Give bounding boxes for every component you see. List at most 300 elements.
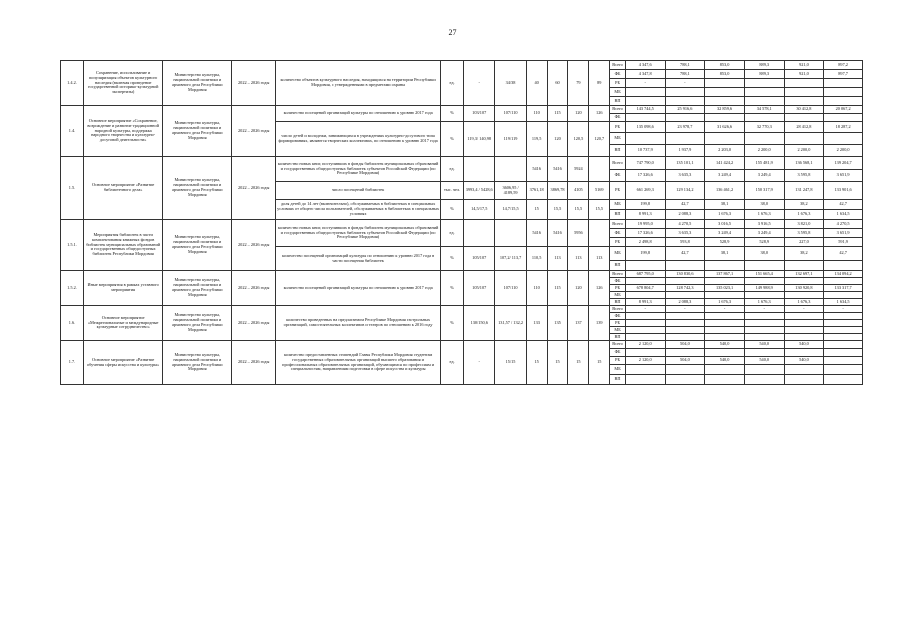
- funding-amount: 38,1: [705, 200, 745, 210]
- funding-amount: 17 326,6: [625, 170, 665, 182]
- item-name: Основное мероприятие «Развитие библиотечного дела»: [83, 157, 162, 220]
- funding-source: ФБ: [610, 278, 626, 285]
- funding-amount: -: [625, 79, 665, 88]
- funding-amount: 591,9: [824, 238, 863, 247]
- funding-amount: [705, 79, 745, 88]
- funding-amount: 3 916,5: [744, 220, 784, 229]
- funding-amount: 540,0: [744, 341, 784, 349]
- funding-amount: 540,0: [784, 341, 824, 349]
- funding-amount: [744, 320, 784, 327]
- funding-amount: 3 249,4: [705, 170, 745, 182]
- indicator-base: -: [464, 341, 495, 385]
- funding-amount: 4 270,5: [824, 220, 863, 229]
- indicator-text: количество объектов культурного наследия, находящихся на территории Республики Мордовия, с утвержденными в предметами охраны: [276, 61, 441, 106]
- funding-amount: 3 249,4: [744, 229, 784, 238]
- funding-source: ВП: [610, 97, 626, 106]
- funding-amount: 34 578,1: [744, 106, 784, 114]
- funding-amount: [824, 357, 863, 365]
- funding-amount: 1 676,3: [705, 299, 745, 306]
- funding-amount: 889,3: [744, 70, 784, 79]
- funding-amount: [665, 292, 705, 299]
- program-table: [60, 60, 863, 385]
- indicator-base: -: [464, 61, 495, 106]
- funding-amount: [665, 334, 705, 341]
- funding-amount: [744, 349, 784, 357]
- table-row: [61, 306, 863, 313]
- funding-amount: [784, 365, 824, 375]
- funding-source: МБ: [610, 365, 626, 375]
- funding-amount: 1 676,3: [784, 299, 824, 306]
- funding-amount: 25 916,6: [665, 106, 705, 114]
- funding-source: Всего: [610, 157, 626, 170]
- indicator-value: 15: [568, 341, 589, 385]
- funding-amount: 38,0: [744, 200, 784, 210]
- item-name: Основное мероприятие «Развитие обучения сферы искусства и культуры»: [83, 341, 162, 385]
- indicator-unit: тыс. чел.: [441, 182, 464, 200]
- table-row: [61, 157, 863, 170]
- funding-amount: [824, 292, 863, 299]
- funding-amount: [824, 341, 863, 349]
- funding-amount: 2 088,3: [665, 299, 705, 306]
- funding-amount: 1 634,5: [824, 299, 863, 306]
- indicator-value: 110,5: [526, 247, 547, 271]
- item-number: 1.4.: [61, 106, 84, 157]
- funding-amount: 1 676,3: [705, 210, 745, 220]
- funding-amount: [784, 133, 824, 145]
- funding-amount: 504,0: [665, 341, 705, 349]
- funding-amount: 8 991,3: [625, 299, 665, 306]
- funding-amount: [625, 97, 665, 106]
- funding-source: ВП: [610, 210, 626, 220]
- indicator-value: [589, 157, 610, 182]
- funding-amount: [625, 365, 665, 375]
- item-number: 1.5.1.: [61, 220, 84, 271]
- funding-amount: 4 347,8: [625, 70, 665, 79]
- funding-amount: 130 920,8: [784, 285, 824, 292]
- indicator-value: 15: [526, 341, 547, 385]
- funding-amount: 1 634,5: [824, 210, 863, 220]
- funding-amount: 3 249,4: [744, 170, 784, 182]
- funding-source: РБ: [610, 79, 626, 88]
- funding-amount: 38,2: [784, 247, 824, 261]
- funding-amount: 528,9: [705, 238, 745, 247]
- indicator-value: 133: [526, 306, 547, 341]
- funding-amount: [665, 313, 705, 320]
- funding-source: МБ: [610, 200, 626, 210]
- funding-amount: 137 867,1: [705, 271, 745, 278]
- table-row: [61, 271, 863, 278]
- indicator-value: 15,5: [589, 200, 610, 220]
- table-row: [61, 220, 863, 229]
- funding-amount: [705, 97, 745, 106]
- indicator-text: количество предоставленных стипендий Главы Республики Мордовия студентам государственных образовательных организаций высшего образования и профессиональных образовательных организаций, обучающимся по профессиям и специальностям, направлениям подготовки в сфере искусства и культуры: [276, 341, 441, 385]
- item-number: 1.5.: [61, 157, 84, 220]
- funding-amount: 2 120,0: [625, 341, 665, 349]
- indicator-value: 79: [568, 61, 589, 106]
- indicator-value: 14,7/15,5: [495, 200, 526, 220]
- funding-amount: 141 424,2: [705, 157, 745, 170]
- funding-source: ВП: [610, 299, 626, 306]
- indicator-value: 115: [547, 271, 568, 306]
- item-period: 2022 – 2026 годы: [232, 61, 276, 106]
- funding-amount: 3 595,8: [784, 229, 824, 238]
- funding-amount: [705, 334, 745, 341]
- indicator-value: 3869,78: [547, 182, 568, 200]
- funding-amount: [665, 320, 705, 327]
- funding-amount: 38,1: [705, 247, 745, 261]
- funding-amount: 2 088,3: [665, 210, 705, 220]
- funding-amount: [784, 278, 824, 285]
- indicator-base: [464, 157, 495, 182]
- funding-amount: 3 249,4: [705, 229, 745, 238]
- indicator-value: 119/119: [495, 122, 526, 157]
- funding-amount: -: [784, 306, 824, 313]
- funding-source: ВП: [610, 334, 626, 341]
- item-executor: Министерство культуры, национальной политики и архивного дела Республики Мордовия: [163, 106, 232, 157]
- indicator-unit: %: [441, 106, 464, 122]
- indicator-text: доля детей до 14 лет (включительно), обслуживаемых в библиотеках в специальных условиях от общего числа пользователей, обслуживаемых в библиотеках в специальных условиях: [276, 200, 441, 220]
- indicator-value: 120,7: [589, 122, 610, 157]
- indicator-value: [589, 220, 610, 247]
- indicator-value: 5924: [568, 157, 589, 182]
- indicator-unit: %: [441, 122, 464, 157]
- funding-amount: [625, 349, 665, 357]
- indicator-value: 5416: [526, 220, 547, 247]
- funding-amount: 2 200,0: [784, 145, 824, 157]
- indicator-value: 5416: [526, 157, 547, 182]
- table-row: [61, 106, 863, 114]
- indicator-value: 15/15: [495, 341, 526, 385]
- funding-amount: 133 317,7: [824, 285, 863, 292]
- indicator-value: 139: [589, 306, 610, 341]
- indicator-base: 119,3/ 140,98: [464, 122, 495, 157]
- indicator-value: 40: [526, 61, 547, 106]
- indicator-value: 89: [589, 61, 610, 106]
- funding-amount: 32 770,3: [744, 122, 784, 133]
- funding-amount: 4 347,6: [625, 61, 665, 70]
- indicator-base: 105/107: [464, 247, 495, 271]
- funding-amount: [744, 97, 784, 106]
- funding-amount: [665, 365, 705, 375]
- indicator-value: 107,2/ 113,7: [495, 247, 526, 271]
- funding-amount: [784, 313, 824, 320]
- funding-amount: [625, 334, 665, 341]
- funding-amount: 132 697,1: [784, 271, 824, 278]
- funding-amount: 853,0: [705, 61, 745, 70]
- funding-amount: [824, 133, 863, 145]
- funding-amount: [784, 327, 824, 334]
- funding-amount: 687 795,0: [625, 271, 665, 278]
- item-number: 1.5.2.: [61, 271, 84, 306]
- indicator-text: количество новых книг, поступивших в фонды библиотек муниципальных образований и государственных общедоступных библиотек субъектов Российской Федерации (по Республике Мордовия): [276, 220, 441, 247]
- indicator-unit: %: [441, 247, 464, 271]
- funding-amount: [784, 334, 824, 341]
- funding-amount: 42,7: [824, 200, 863, 210]
- item-executor: Министерство культуры, национальной политики и архивного дела Республики Мордовия: [163, 220, 232, 271]
- funding-source: Всего: [610, 61, 626, 70]
- funding-amount: 3 635,3: [665, 229, 705, 238]
- funding-amount: [625, 292, 665, 299]
- funding-amount: [744, 327, 784, 334]
- funding-amount: 18 287,2: [824, 122, 863, 133]
- funding-amount: 42,7: [665, 247, 705, 261]
- indicator-value: 110: [526, 271, 547, 306]
- funding-amount: [824, 327, 863, 334]
- funding-amount: [744, 133, 784, 145]
- indicator-unit: %: [441, 306, 464, 341]
- funding-amount: 149 988,9: [744, 285, 784, 292]
- funding-amount: 3 595,8: [784, 170, 824, 182]
- funding-amount: [744, 292, 784, 299]
- funding-amount: [824, 313, 863, 320]
- funding-amount: 528,9: [744, 238, 784, 247]
- funding-source: МБ: [610, 133, 626, 145]
- funding-amount: 133 901,6: [824, 182, 863, 200]
- funding-amount: 42,7: [665, 200, 705, 210]
- indicator-value: 15: [547, 341, 568, 385]
- funding-amount: [824, 97, 863, 106]
- funding-amount: -: [705, 306, 745, 313]
- funding-amount: 199,8: [625, 247, 665, 261]
- funding-amount: 4 270,5: [665, 220, 705, 229]
- funding-amount: 2 200,0: [744, 145, 784, 157]
- funding-amount: [705, 114, 745, 122]
- funding-amount: [625, 375, 665, 385]
- funding-amount: 540,0: [744, 357, 784, 365]
- funding-source: ВП: [610, 145, 626, 157]
- funding-amount: 3 651,9: [824, 170, 863, 182]
- funding-source: Всего: [610, 306, 626, 313]
- funding-amount: [744, 375, 784, 385]
- item-executor: Министерство культуры, национальной политики и архивного дела Республики Мордовия: [163, 271, 232, 306]
- indicator-value: [495, 157, 526, 182]
- funding-amount: [824, 278, 863, 285]
- indicator-base: 14,5/17,5: [464, 200, 495, 220]
- funding-source: ФБ: [610, 70, 626, 79]
- funding-source: РБ: [610, 238, 626, 247]
- funding-amount: [705, 313, 745, 320]
- funding-amount: [625, 133, 665, 145]
- funding-amount: [744, 114, 784, 122]
- funding-source: Всего: [610, 341, 626, 349]
- funding-amount: [784, 320, 824, 327]
- funding-amount: 227,0: [784, 238, 824, 247]
- item-executor: Министерство культуры, национальной политики и архивного дела Республики Мордовия: [163, 341, 232, 385]
- item-number: 1.7.: [61, 341, 84, 385]
- indicator-value: 137: [568, 306, 589, 341]
- indicator-text: количество посещений организаций культуры по отношению к уровню 2017 года в части посещения библиотек: [276, 247, 441, 271]
- funding-amount: [625, 320, 665, 327]
- funding-amount: [744, 334, 784, 341]
- funding-amount: [784, 349, 824, 357]
- funding-amount: [784, 375, 824, 385]
- indicator-unit: ед.: [441, 220, 464, 247]
- indicator-value: 15: [589, 341, 610, 385]
- funding-amount: 10 737,9: [625, 145, 665, 157]
- funding-source: МБ: [610, 327, 626, 334]
- indicator-value: 5416: [547, 220, 568, 247]
- funding-amount: [665, 114, 705, 122]
- funding-amount: [665, 88, 705, 97]
- funding-amount: [824, 375, 863, 385]
- table-row: [61, 341, 863, 349]
- funding-amount: [625, 278, 665, 285]
- funding-amount: [824, 365, 863, 375]
- funding-source: ФБ: [610, 313, 626, 320]
- funding-amount: 747 790,0: [625, 157, 665, 170]
- funding-amount: [824, 114, 863, 122]
- indicator-value: 15,5: [568, 200, 589, 220]
- funding-amount: [705, 88, 745, 97]
- funding-amount: 136 461,2: [705, 182, 745, 200]
- indicator-text: число посещений библиотек: [276, 182, 441, 200]
- funding-amount: 540,0: [705, 357, 745, 365]
- funding-amount: 136 568,1: [784, 157, 824, 170]
- funding-source: ФБ: [610, 229, 626, 238]
- funding-amount: [665, 327, 705, 334]
- indicator-base: 3993,4 / 5428,6: [464, 182, 495, 200]
- indicator-value: 135: [547, 306, 568, 341]
- funding-amount: 921,0: [784, 70, 824, 79]
- funding-amount: 2 498,8: [625, 238, 665, 247]
- funding-amount: 135 023,1: [705, 285, 745, 292]
- funding-amount: [705, 261, 745, 271]
- funding-amount: [665, 375, 705, 385]
- funding-amount: 853,0: [705, 70, 745, 79]
- funding-amount: 2 200,0: [824, 145, 863, 157]
- funding-amount: [625, 261, 665, 271]
- funding-amount: [784, 114, 824, 122]
- funding-amount: [744, 261, 784, 271]
- funding-source: Всего: [610, 271, 626, 278]
- funding-amount: [705, 133, 745, 145]
- indicator-value: 113: [568, 247, 589, 271]
- funding-amount: 131 247,8: [784, 182, 824, 200]
- item-period: 2022 – 2026 годы: [232, 271, 276, 306]
- funding-amount: 2 120,0: [625, 357, 665, 365]
- indicator-text: количество проведенных на предлагаемом Республике Мордовия гастрольных организаций, самостоятельных коллективов и театров по отношению к 2016 году: [276, 306, 441, 341]
- page-number: 27: [448, 28, 457, 37]
- indicator-base: 130/150,6: [464, 306, 495, 341]
- funding-amount: 23 978,7: [665, 122, 705, 133]
- funding-amount: 1 676,3: [744, 299, 784, 306]
- funding-amount: 155 481,9: [744, 157, 784, 170]
- funding-amount: -: [625, 306, 665, 313]
- funding-source: РБ: [610, 357, 626, 365]
- funding-amount: 38,2: [784, 200, 824, 210]
- funding-amount: 3 651,9: [824, 229, 863, 238]
- funding-amount: [824, 334, 863, 341]
- indicator-value: 107/110: [495, 271, 526, 306]
- item-executor: Министерство культуры, национальной политики и архивного дела Республики Мордовия: [163, 61, 232, 106]
- item-period: 2022 – 2026 годы: [232, 220, 276, 271]
- funding-amount: 678 804,7: [625, 285, 665, 292]
- funding-amount: 3 635,3: [665, 170, 705, 182]
- funding-amount: [784, 261, 824, 271]
- indicator-unit: %: [441, 200, 464, 220]
- funding-amount: 129 134,2: [665, 182, 705, 200]
- funding-amount: 128 742,3: [665, 285, 705, 292]
- indicator-value: 113: [547, 247, 568, 271]
- indicator-value: 126: [589, 106, 610, 122]
- funding-amount: 593,8: [665, 238, 705, 247]
- funding-amount: 135 101,1: [665, 157, 705, 170]
- funding-amount: [744, 278, 784, 285]
- funding-amount: -: [824, 306, 863, 313]
- funding-amount: 32 859,6: [705, 106, 745, 114]
- funding-amount: [784, 97, 824, 106]
- funding-amount: [625, 88, 665, 97]
- funding-source: РБ: [610, 122, 626, 133]
- funding-amount: 20 067,2: [824, 106, 863, 114]
- indicator-value: 15: [526, 200, 547, 220]
- indicator-value: 119,5: [526, 122, 547, 157]
- funding-amount: [784, 292, 824, 299]
- funding-amount: 921,0: [784, 61, 824, 70]
- indicator-value: 120,5: [568, 122, 589, 157]
- funding-amount: 42,7: [824, 247, 863, 261]
- funding-amount: [784, 88, 824, 97]
- funding-amount: [744, 79, 784, 88]
- indicator-value: 107/110: [495, 106, 526, 122]
- indicator-text: количество посещений организаций культуры по отношению к уровню 2017 года: [276, 106, 441, 122]
- indicator-base: 105/107: [464, 271, 495, 306]
- funding-amount: [705, 349, 745, 357]
- item-name: Иные мероприятия в рамках уставного мероприятия: [83, 271, 162, 306]
- funding-amount: [705, 375, 745, 385]
- funding-amount: 1 676,3: [744, 210, 784, 220]
- indicator-unit: ед.: [441, 341, 464, 385]
- indicator-value: 4105: [568, 182, 589, 200]
- table-row: [61, 61, 863, 70]
- indicator-value: 110: [526, 106, 547, 122]
- funding-amount: [705, 292, 745, 299]
- indicator-unit: %: [441, 271, 464, 306]
- item-period: 2022 – 2026 годы: [232, 341, 276, 385]
- funding-amount: [705, 278, 745, 285]
- funding-amount: [705, 320, 745, 327]
- funding-amount: -: [744, 306, 784, 313]
- item-name: Сохранение, использование и популяризация объектов культурного наследия (включая проведение государственной историко-культурной экспертизы): [83, 61, 162, 106]
- item-name: Основное мероприятие «Сохранение, возрождение и развитие традиционной народной культуры, поддержка народного творчества и культурно-досуговой деятельности»: [83, 106, 162, 157]
- funding-source: МБ: [610, 88, 626, 97]
- funding-amount: 17 326,6: [625, 229, 665, 238]
- item-executor: Министерство культуры, национальной политики и архивного дела Республики Мордовия: [163, 306, 232, 341]
- funding-amount: 3 821,0: [784, 220, 824, 229]
- funding-amount: [824, 320, 863, 327]
- funding-source: Всего: [610, 106, 626, 114]
- funding-amount: 1 676,3: [784, 210, 824, 220]
- item-period: 2022 – 2026 годы: [232, 306, 276, 341]
- funding-amount: [824, 88, 863, 97]
- item-executor: Министерство культуры, национальной политики и архивного дела Республики Мордовия: [163, 157, 232, 220]
- funding-amount: [665, 278, 705, 285]
- funding-amount: 3 016,5: [705, 220, 745, 229]
- indicator-base: [464, 220, 495, 247]
- funding-amount: 199,8: [625, 200, 665, 210]
- funding-source: Всего: [610, 220, 626, 229]
- indicator-value: 113: [589, 247, 610, 271]
- funding-amount: 897,7: [824, 70, 863, 79]
- funding-amount: [665, 261, 705, 271]
- funding-amount: -: [665, 306, 705, 313]
- funding-amount: 897,2: [824, 61, 863, 70]
- funding-amount: 540,0: [784, 357, 824, 365]
- funding-source: ВП: [610, 261, 626, 271]
- indicator-value: [495, 220, 526, 247]
- funding-source: ФБ: [610, 349, 626, 357]
- funding-amount: [665, 133, 705, 145]
